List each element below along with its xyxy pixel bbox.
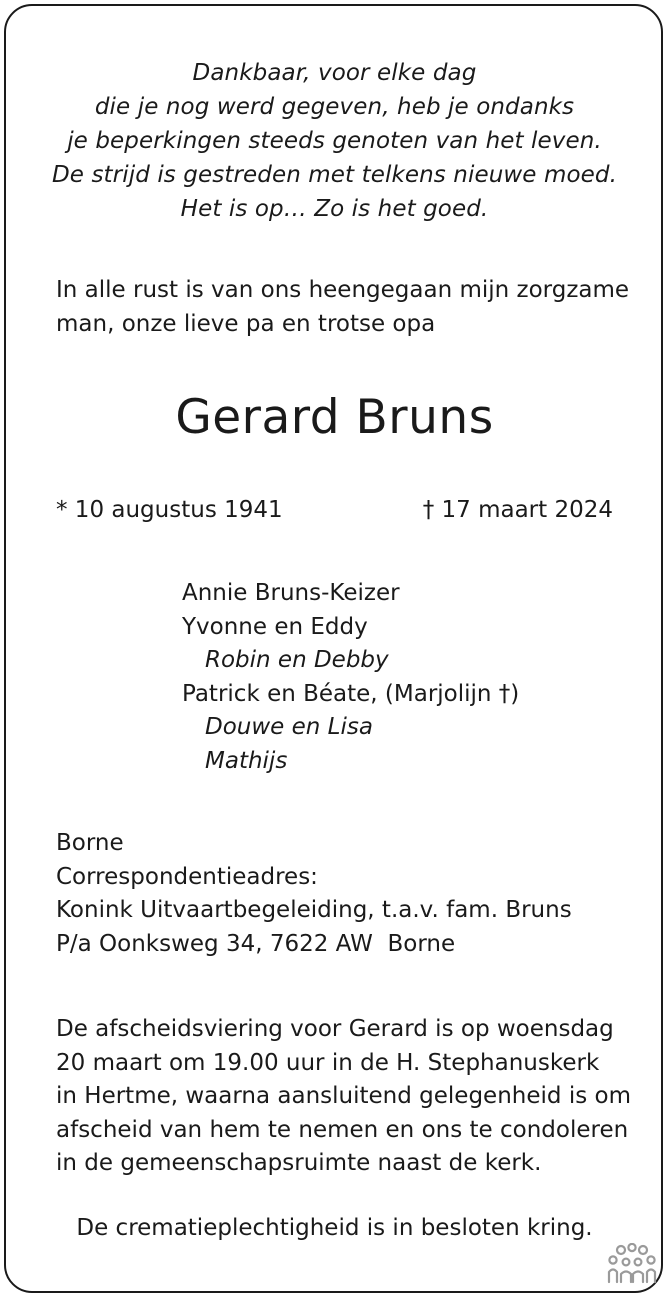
- poem-line: die je nog werd gegeven, heb je ondanks: [94, 94, 575, 120]
- family-member: Patrick en Béate, (Marjolijn †): [182, 680, 520, 707]
- service-line: De afscheidsviering voor Gerard is op woensdag: [56, 1016, 614, 1042]
- poem-line: De strijd is gestreden met telkens nieuwe moed.: [52, 162, 617, 188]
- address-line: P/a Oonksweg 34, 7622 AW Borne: [56, 930, 456, 957]
- people-group-icon: [606, 1243, 658, 1285]
- poem-line: Het is op… Zo is het goed.: [180, 196, 489, 222]
- family-list: [182, 577, 519, 778]
- cremation-note: De crematieplechtigheid is in besloten kring.: [76, 1215, 593, 1241]
- grandchildren: Mathijs: [205, 747, 288, 774]
- poem: [24, 56, 645, 226]
- intro-line: man, onze lieve pa en trotse opa: [56, 311, 436, 337]
- poem-line: Dankbaar, voor elke dag: [192, 60, 477, 86]
- address-line: Borne: [56, 830, 124, 856]
- family-member: Annie Bruns-Keizer: [182, 580, 400, 606]
- address-line: Correspondentieadres:: [56, 863, 318, 890]
- service-line: afscheid van hem te nemen en ons te condoleren: [56, 1116, 629, 1143]
- death-date: † 17 maart 2024: [422, 497, 613, 523]
- service-line: in Hertme, waarna aansluitend gelegenheid is om: [56, 1083, 631, 1109]
- poem-line: je beperkingen steeds genoten van het leven.: [67, 128, 602, 154]
- intro-line: In alle rust is van ons heengegaan mijn zorgzame: [56, 277, 630, 303]
- service-info: [56, 1013, 631, 1181]
- grandchildren: Douwe en Lisa: [205, 714, 373, 740]
- service-line: 20 maart om 19.00 uur in de H. Stephanuskerk: [56, 1049, 600, 1076]
- service-line: in de gemeenschapsruimte naast de kerk.: [56, 1150, 542, 1176]
- correspondence-address: [56, 827, 572, 961]
- deceased-name: Gerard Bruns: [175, 390, 494, 445]
- family-member: Yvonne en Eddy: [182, 613, 368, 640]
- birth-date: * 10 augustus 1941: [56, 497, 283, 523]
- intro-text: [56, 273, 636, 341]
- address-line: Konink Uitvaartbegeleiding, t.a.v. fam. Bruns: [56, 897, 572, 923]
- grandchildren: Robin en Debby: [205, 647, 389, 673]
